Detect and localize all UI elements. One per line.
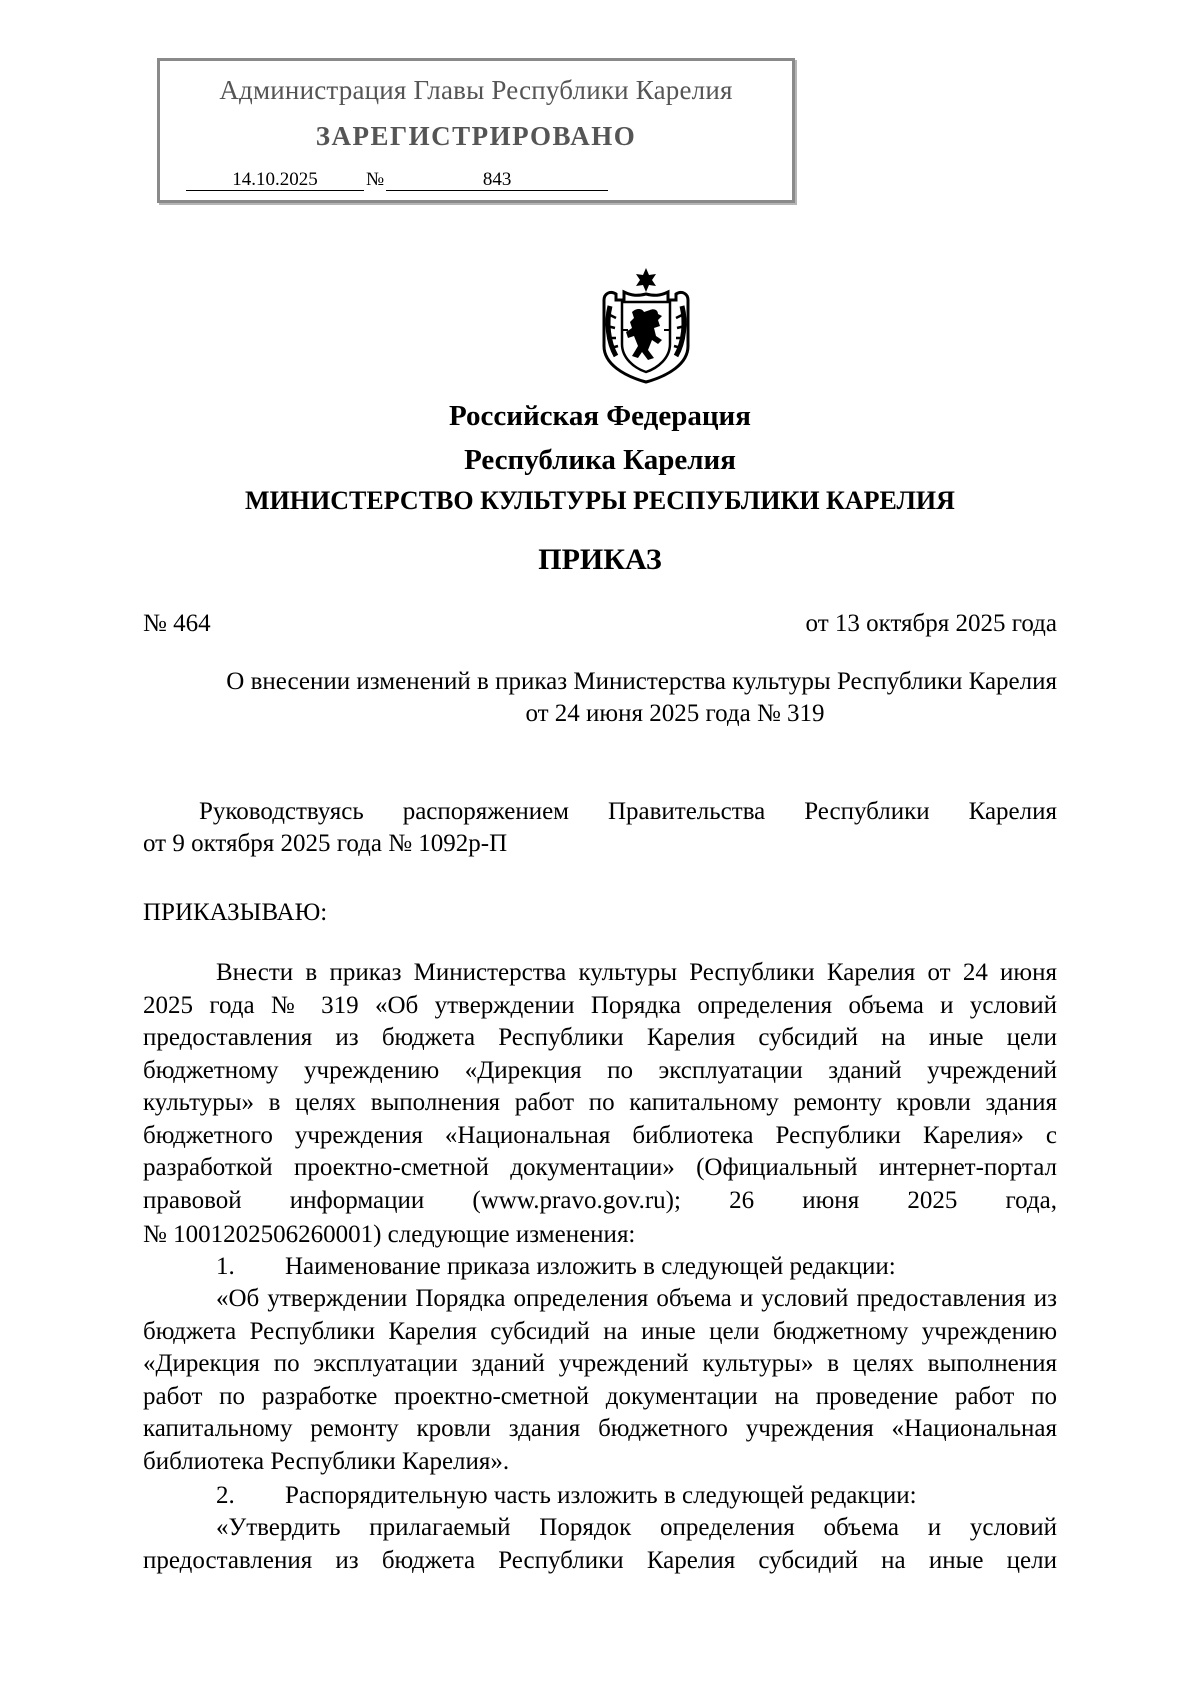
legal-basis-line-1: Руководствуясь распоряжением Правительства Республики Карелия	[199, 798, 1057, 825]
stamp-authority: Администрация Главы Республики Карелия	[219, 75, 733, 105]
registration-stamp	[157, 58, 795, 203]
karelia-coat-of-arms-icon	[598, 266, 694, 384]
main-paragraph-end: № 1001202506260001) следующие изменения:	[143, 1221, 636, 1248]
country-title: Российская Федерация	[449, 400, 751, 432]
republic-title: Республика Карелия	[464, 444, 736, 476]
item-2-text: Распорядительную часть изложить в следующей редакции:	[285, 1482, 917, 1509]
item-2-quote: «Утвердить прилагаемый Порядок определения объема и условий предоставления из бюджета Республики Карелия субсидий на иные цели	[143, 1514, 1057, 1574]
subject-line-1: О внесении изменений в приказ Министерства культуры Республики Карелия	[226, 668, 1057, 695]
legal-basis-paragraph	[143, 796, 1057, 829]
legal-basis-line-2: от 9 октября 2025 года № 1092р-П	[143, 830, 508, 857]
item-1-number: 1.	[216, 1253, 235, 1280]
subject-line-2: от 24 июня 2025 года № 319	[525, 700, 825, 727]
item-1-quote: «Об утверждении Порядка определения объема и условий предоставления из бюджета Республики Карелия субсидий на иные цели бюджетному учреждению «Дирекция по эксплуатации зданий учреждений культуры» в целях выполнения работ по разработке проектно-сметной документации на проведение работ по капитальному ремонту кровли здания бюджетного учреждения «Национальная библиотека Республики Карелия».	[143, 1285, 1057, 1475]
document-type: ПРИКАЗ	[538, 543, 662, 576]
order-date: от 13 октября 2025 года	[805, 610, 1057, 637]
stamp-date: 14.10.2025	[186, 169, 364, 191]
legal-basis-line-2-wrap	[143, 828, 1057, 861]
ministry-title: МИНИСТЕРСТВО КУЛЬТУРЫ РЕСПУБЛИКИ КАРЕЛИЯ	[245, 486, 955, 515]
order-word: ПРИКАЗЫВАЮ:	[143, 899, 328, 926]
stamp-number-sign: №	[366, 169, 385, 190]
main-paragraph: Внести в приказ Министерства культуры Республики Карелия от 24 июня 2025 года № 319 «Об утверждении Порядка определения объема и условий предоставления из бюджета Республики Карелия субсидий на иные цели бюджетному учреждению «Дирекция по эксплуатации зданий учреждений культуры» в целях выполнения работ по капитальному ремонту кровли здания бюджетного учреждения «Национальная библиотека Республики Карелия» с разработкой проектно-сметной документации» (Официальный интернет-портал правовой информации (www.pravo.gov.ru); 26 июня 2025 года,	[143, 959, 1057, 1214]
item-1	[143, 1251, 1057, 1284]
stamp-registered: ЗАРЕГИСТРИРОВАНО	[315, 121, 637, 151]
stamp-registration-line	[186, 169, 608, 191]
order-number: № 464	[143, 610, 211, 637]
order-subject	[143, 666, 1057, 730]
stamp-number: 843	[386, 169, 608, 191]
item-2	[143, 1480, 1057, 1513]
item-2-number: 2.	[216, 1482, 235, 1509]
item-1-text: Наименование приказа изложить в следующей редакции:	[285, 1253, 896, 1280]
